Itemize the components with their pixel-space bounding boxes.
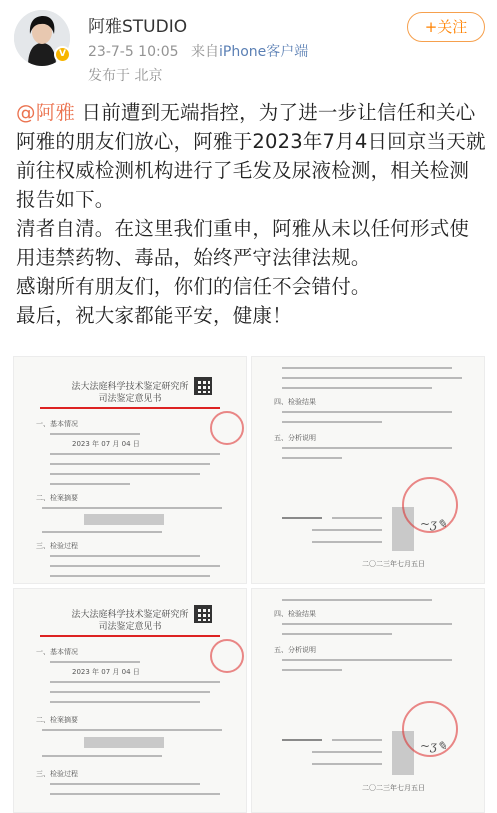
source-prefix: 来自	[190, 44, 219, 60]
post-location: 发布于 北京	[88, 68, 163, 84]
follow-button[interactable]: +关注	[407, 12, 485, 42]
post-body	[16, 98, 486, 330]
report-image-2[interactable]	[251, 356, 485, 584]
handwritten-signature: ~ʒ✎	[420, 739, 447, 753]
signing-date: 二〇二三年七月五日	[362, 560, 425, 568]
seal-stamp	[210, 411, 244, 445]
signing-date: 二〇二三年七月五日	[362, 784, 425, 792]
section-heading: 三、检验过程	[36, 770, 78, 778]
report-subtitle: 司法鉴定意见书	[98, 622, 162, 632]
report-image-3[interactable]	[13, 588, 247, 813]
account-name[interactable]: 阿雅STUDIO	[88, 17, 188, 37]
post-timestamp: 23-7-5 10:05	[88, 44, 179, 60]
section-heading: 二、检案摘要	[36, 716, 78, 724]
report-title: 法大法庭科学技术鉴定研究所	[71, 382, 189, 392]
verified-badge-icon: V	[54, 46, 71, 63]
section-heading: 五、分析说明	[274, 646, 316, 654]
mention-link[interactable]: @阿雅	[16, 101, 76, 124]
post-paragraph-2: 清者自清。在这里我们重申，阿雅从未以任何形式使用违禁药物、毒品，始终严守法律法规。	[16, 217, 470, 269]
section-heading: 一、基本情况	[36, 648, 78, 656]
red-divider	[40, 407, 220, 409]
seal-stamp	[402, 701, 458, 757]
section-heading: 四、检验结果	[274, 398, 316, 406]
post-paragraph-4: 最后，祝大家都能平安，健康！	[16, 304, 292, 327]
section-heading: 二、检案摘要	[36, 494, 78, 502]
redaction-block	[84, 737, 164, 748]
redaction-block	[84, 514, 164, 525]
post-paragraph-3: 感谢所有朋友们，你们的信任不会错付。	[16, 275, 371, 298]
report-date: 2023 年 07 月 04 日	[72, 440, 140, 448]
report-image-4[interactable]	[251, 588, 485, 813]
red-divider	[40, 635, 220, 637]
section-heading: 三、检验过程	[36, 542, 78, 550]
section-heading: 一、基本情况	[36, 420, 78, 428]
post-meta	[88, 41, 308, 61]
qr-code-icon	[194, 605, 212, 623]
source-client-link[interactable]: iPhone客户端	[218, 44, 309, 60]
qr-code-icon	[194, 377, 212, 395]
section-heading: 五、分析说明	[274, 434, 316, 442]
report-subtitle: 司法鉴定意见书	[98, 394, 162, 404]
post-paragraph-1: @阿雅 日前遭到无端指控，为了进一步让信任和关心阿雅的朋友们放心，阿雅于2023年7月4日回京当天就前往权威检测机构进行了毛发及尿液检测，相关检测报告如下。	[16, 101, 486, 211]
image-grid	[13, 356, 485, 813]
section-heading: 四、检验结果	[274, 610, 316, 618]
seal-stamp	[402, 477, 458, 533]
report-title: 法大法庭科学技术鉴定研究所	[71, 610, 189, 620]
handwritten-signature: ~ʒ✎	[420, 517, 447, 531]
seal-stamp	[210, 639, 244, 673]
report-date: 2023 年 07 月 04 日	[72, 668, 140, 676]
report-image-1[interactable]	[13, 356, 247, 584]
